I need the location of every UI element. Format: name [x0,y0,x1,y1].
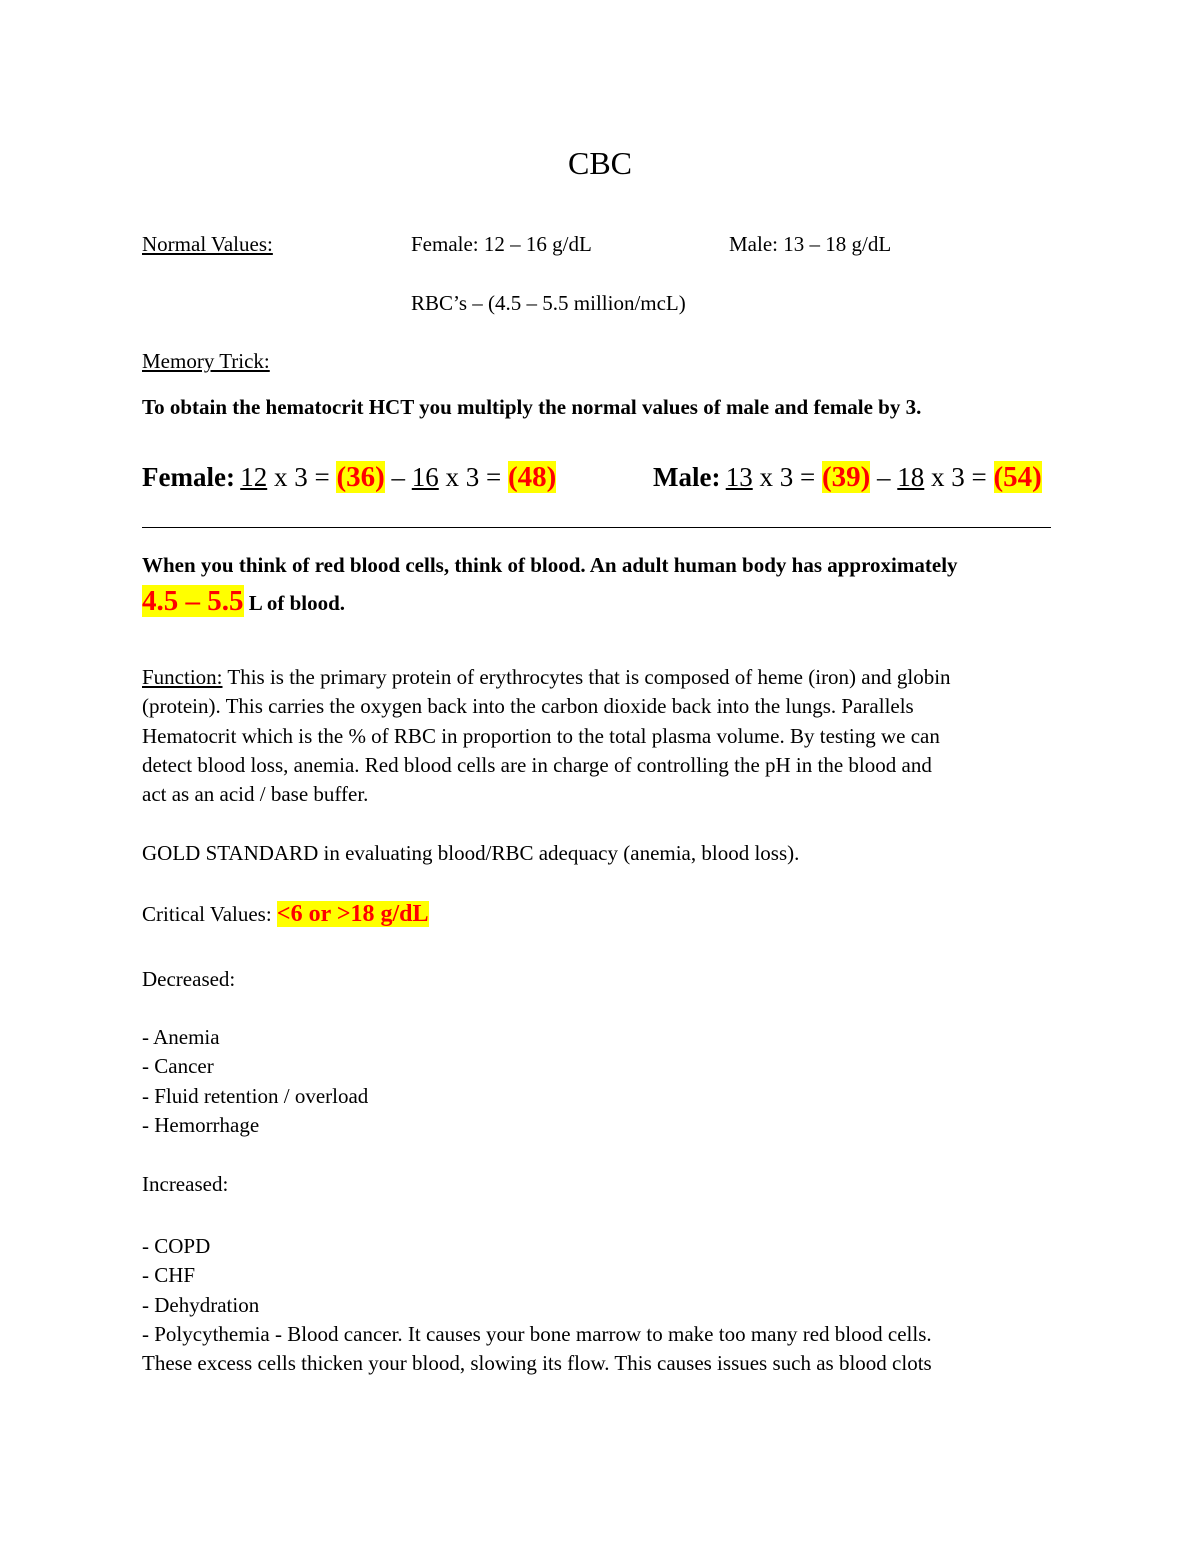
function-line-4: detect blood loss, anemia. Red blood cells are in charge of controlling the pH in the blood and [142,752,932,777]
female-low-expr: x 3 = [267,462,337,492]
female-normal-range: Female: 12 – 16 g/dL [411,232,592,256]
list-item: - Dehydration [142,1292,260,1317]
female-high-value: 16 [411,462,439,492]
horizontal-divider [142,527,1051,528]
decreased-list [142,1023,1057,1140]
blood-volume-range-line [142,583,345,621]
rbc-normal-range: RBC’s – (4.5 – 5.5 million/mcL) [411,291,686,315]
list-item: - Cancer [142,1054,214,1079]
hematocrit-rule: To obtain the hematocrit HCT you multiply the normal values of male and female by 3. [142,395,922,419]
decreased-label: Decreased: [142,967,236,991]
female-high-result: (48) [508,461,557,493]
list-item: - Polycythemia - Blood cancer. It causes your bone marrow to make too many red blood cells. [142,1321,932,1346]
critical-values-label: Critical Values: [142,902,277,926]
function-line-1: Function: This is the primary protein of erythrocytes that is composed of heme (iron) and globin [142,665,951,689]
list-item: These excess cells thicken your blood, slowing its flow. This causes issues such as blood clots [142,1351,932,1376]
male-high-value: 18 [897,462,925,492]
blood-volume-unit: L of blood. [243,591,346,615]
page-title: CBC [567,145,633,181]
memory-trick-label: Memory Trick: [142,349,270,373]
female-range-dash: – [384,462,412,492]
function-paragraph [142,663,1057,809]
male-low-value: 13 [725,462,753,492]
critical-values-line [142,898,429,930]
blood-volume-statement: When you think of red blood cells, think of blood. An adult human body has approximately [142,553,958,577]
increased-label: Increased: [142,1172,229,1196]
list-item: - CHF [142,1263,196,1288]
critical-values-range: <6 or >18 g/dL [276,901,429,927]
list-item: - Hemorrhage [142,1112,260,1137]
list-item: - Fluid retention / overload [142,1083,369,1108]
female-low-value: 12 [240,462,268,492]
female-low-result: (36) [336,461,385,493]
function-line-5: act as an acid / base buffer. [142,782,369,807]
list-item: - COPD [142,1234,211,1258]
function-line-2: (protein). This carries the oxygen back into the carbon dioxide back into the lungs. Parallels [142,694,914,719]
male-range-dash: – [870,462,898,492]
male-high-result: (54) [993,461,1042,493]
male-calc-label: Male: [653,462,721,492]
male-low-result: (39) [821,461,871,493]
increased-list [142,1232,1057,1378]
gold-standard-note: GOLD STANDARD in evaluating blood/RBC adequacy (anemia, blood loss). [142,841,800,865]
function-line-3: Hematocrit which is the % of RBC in proportion to the total plasma volume. By testing we can [142,723,940,748]
female-high-expr: x 3 = [438,462,508,492]
male-low-expr: x 3 = [752,462,822,492]
blood-volume-range: 4.5 – 5.5 [142,585,244,617]
male-high-expr: x 3 = [924,462,994,492]
function-label: Function: [142,665,223,689]
male-normal-range: Male: 13 – 18 g/dL [729,232,892,256]
list-item: - Anemia [142,1025,220,1049]
male-hct-calculation [653,460,1042,496]
female-hct-calculation [142,460,556,496]
normal-values-label: Normal Values: [142,232,273,256]
female-calc-label: Female: [142,462,235,492]
